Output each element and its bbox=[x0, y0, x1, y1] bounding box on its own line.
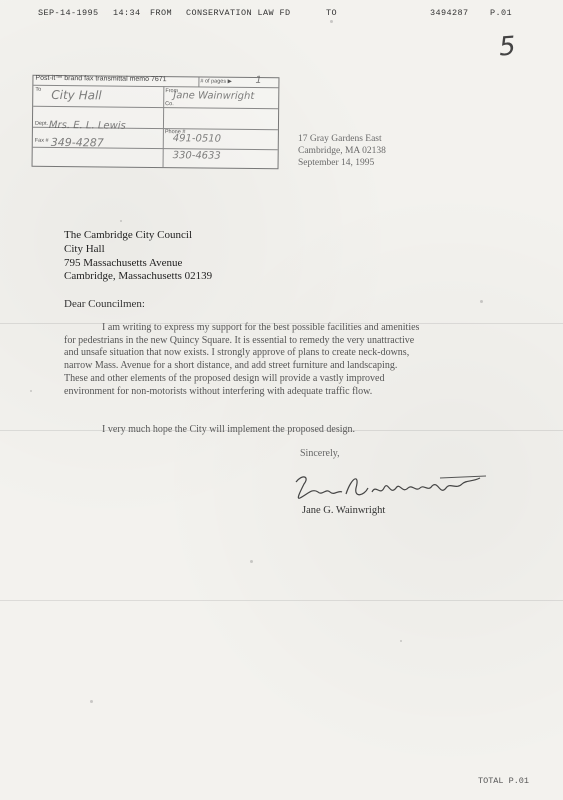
scan-speck bbox=[120, 220, 122, 222]
paragraph-line: for pedestrians in the new Quincy Square. It is essential to remedy the very unattractive bbox=[64, 334, 415, 346]
return-address bbox=[298, 133, 386, 169]
post-it-from-value: Jane Wainwright bbox=[173, 90, 255, 103]
body-paragraph-2: I very much hope the City will implement the proposed design. bbox=[102, 424, 356, 435]
signer-name: Jane G. Wainwright bbox=[302, 505, 386, 516]
fax-total-pages: TOTAL P.01 bbox=[478, 776, 530, 786]
scan-speck bbox=[400, 640, 402, 642]
scan-streak bbox=[0, 600, 563, 601]
fax-page-number: P.01 bbox=[490, 8, 513, 18]
fax-header bbox=[38, 8, 548, 22]
fax-date: SEP-14-1995 bbox=[38, 8, 99, 18]
scan-speck bbox=[30, 390, 32, 392]
scan-speck bbox=[90, 700, 93, 703]
post-it-fax-value: 349-4287 bbox=[50, 135, 104, 150]
fax-to-label: TO bbox=[326, 8, 338, 18]
post-it-pages-value: 1 bbox=[255, 75, 262, 87]
fax-sender: CONSERVATION LAW FD bbox=[186, 8, 291, 18]
scan-speck bbox=[480, 300, 483, 303]
return-city: Cambridge, MA 02138 bbox=[298, 146, 386, 156]
fax-from-label: FROM bbox=[150, 8, 173, 18]
post-it-fax-label: Fax # bbox=[34, 137, 49, 144]
scan-streak bbox=[0, 323, 563, 324]
fax-number: 3494287 bbox=[430, 8, 469, 18]
handwritten-signature bbox=[290, 470, 490, 506]
fax-time: 14:34 bbox=[113, 8, 141, 18]
recipient-line-3: 795 Massachusetts Avenue bbox=[64, 256, 183, 269]
post-it-dept-label: Dept. bbox=[34, 120, 49, 127]
post-it-phone-value: 491-0510 bbox=[172, 133, 222, 145]
post-it-fax-memo bbox=[32, 75, 280, 170]
recipient-line-4: Cambridge, Massachusetts 02139 bbox=[64, 270, 213, 283]
paragraph-line: environment for non-motorists without interfering with adequate traffic flow. bbox=[64, 385, 373, 397]
scan-speck bbox=[330, 20, 333, 23]
return-street: 17 Gray Gardens East bbox=[298, 134, 382, 144]
paragraph-line: narrow Mass. Avenue for a short distance, and add street furniture and landscaping. bbox=[64, 360, 398, 372]
recipient-address bbox=[64, 229, 212, 284]
recipient-line-1: The Cambridge City Council bbox=[64, 229, 193, 241]
post-it-phone-label: Phone # bbox=[164, 129, 186, 136]
salutation: Dear Councilmen: bbox=[64, 298, 145, 310]
body-paragraph-1 bbox=[64, 322, 489, 398]
post-it-pages-label: # of pages ▶ bbox=[200, 78, 232, 85]
handwritten-page-number: 5 bbox=[497, 31, 517, 63]
paragraph-line: I am writing to express my support for the best possible facilities and amenities bbox=[102, 322, 420, 333]
post-it-to-value: City Hall bbox=[51, 87, 102, 103]
post-it-title: Post-it™ brand fax transmittal memo 7671 bbox=[35, 74, 167, 84]
post-it-dept-value: Mrs. E. L. Lewis bbox=[48, 119, 126, 132]
post-it-to-label: To bbox=[35, 86, 42, 93]
paragraph-line: These and other elements of the proposed design will provide a vastly improved bbox=[64, 372, 385, 384]
scan-speck bbox=[250, 560, 253, 563]
scan-streak bbox=[0, 430, 563, 431]
post-it-fax2-value: 330-4633 bbox=[172, 150, 221, 162]
recipient-line-2: City Hall bbox=[64, 242, 105, 255]
letter-date: September 14, 1995 bbox=[298, 158, 375, 168]
closing: Sincerely, bbox=[300, 448, 340, 459]
paragraph-line: and unsafe situation that now exists. I strongly approve of plans to create neck-downs, bbox=[64, 347, 410, 359]
post-it-co-label: Co. bbox=[165, 101, 174, 108]
post-it-from-label: From bbox=[165, 88, 179, 95]
